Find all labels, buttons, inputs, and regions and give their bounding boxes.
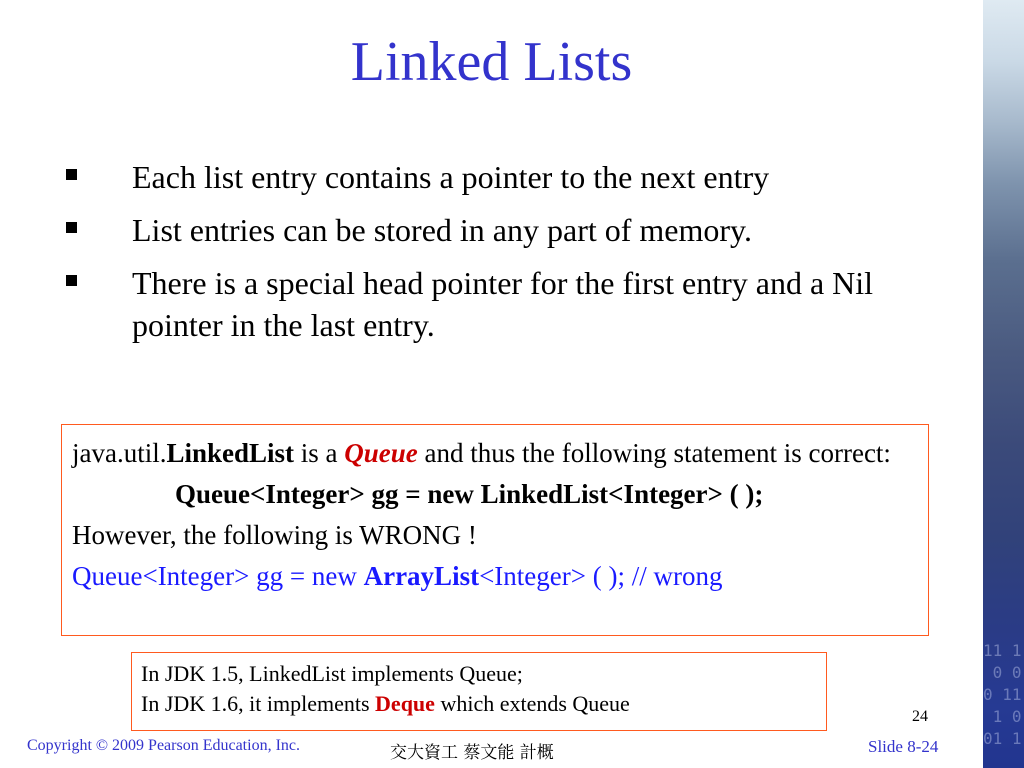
- bullet-item: [66, 209, 946, 251]
- page-number: 24: [912, 708, 928, 725]
- arraylist-class-name: ArrayList: [363, 561, 480, 591]
- jdk16-line: [141, 689, 816, 719]
- queue-emphasis: Queue: [344, 438, 418, 468]
- jdk15-line: In JDK 1.5, LinkedList implements Queue;: [141, 661, 523, 686]
- java-queue-note-box: [61, 424, 929, 636]
- bullet-text: There is a special head pointer for the first entry and a Nil pointer in the last entry.: [132, 265, 874, 343]
- binary-digits-decoration: 11 1 0 0 0 11 1 0 01 1: [983, 641, 1022, 748]
- square-bullet-icon: [66, 222, 77, 233]
- jdk-version-note-box: [131, 652, 827, 731]
- square-bullet-icon: [66, 275, 77, 286]
- however-line: However, the following is WRONG !: [72, 520, 477, 550]
- linkedlist-class-name: LinkedList: [166, 438, 295, 468]
- correct-code-line: Queue<Integer> gg = new LinkedList<Integer> ( );: [175, 479, 764, 509]
- is-a-text: is a: [294, 438, 345, 468]
- queue-statement: [72, 433, 918, 474]
- footer-slide-number: Slide 8-24: [868, 737, 939, 756]
- square-bullet-icon: [66, 169, 77, 180]
- bullet-text: Each list entry contains a pointer to the next entry: [132, 159, 770, 195]
- bullet-list: [66, 156, 946, 357]
- wrong-code-post: <Integer> ( ); // wrong: [479, 561, 723, 591]
- jdk16-post: which extends Queue: [434, 691, 630, 716]
- deque-emphasis: Deque: [375, 691, 435, 716]
- bullet-item: [66, 156, 946, 198]
- bullet-text: List entries can be stored in any part of memory.: [132, 212, 752, 248]
- wrong-code-line: [72, 556, 918, 597]
- statement-rest: and thus the following statement is correct:: [417, 438, 891, 468]
- package-prefix: java.util.: [72, 438, 167, 468]
- jdk16-pre: In JDK 1.6, it implements: [141, 691, 376, 716]
- slide-title: Linked Lists: [350, 31, 633, 93]
- footer-course: 交大資工 蔡文能 計概: [390, 743, 554, 763]
- wrong-code-pre: Queue<Integer> gg = new: [72, 561, 364, 591]
- bullet-item: [66, 262, 946, 346]
- decorative-side-banner: [983, 0, 1024, 768]
- footer-copyright: Copyright © 2009 Pearson Education, Inc.: [27, 737, 300, 754]
